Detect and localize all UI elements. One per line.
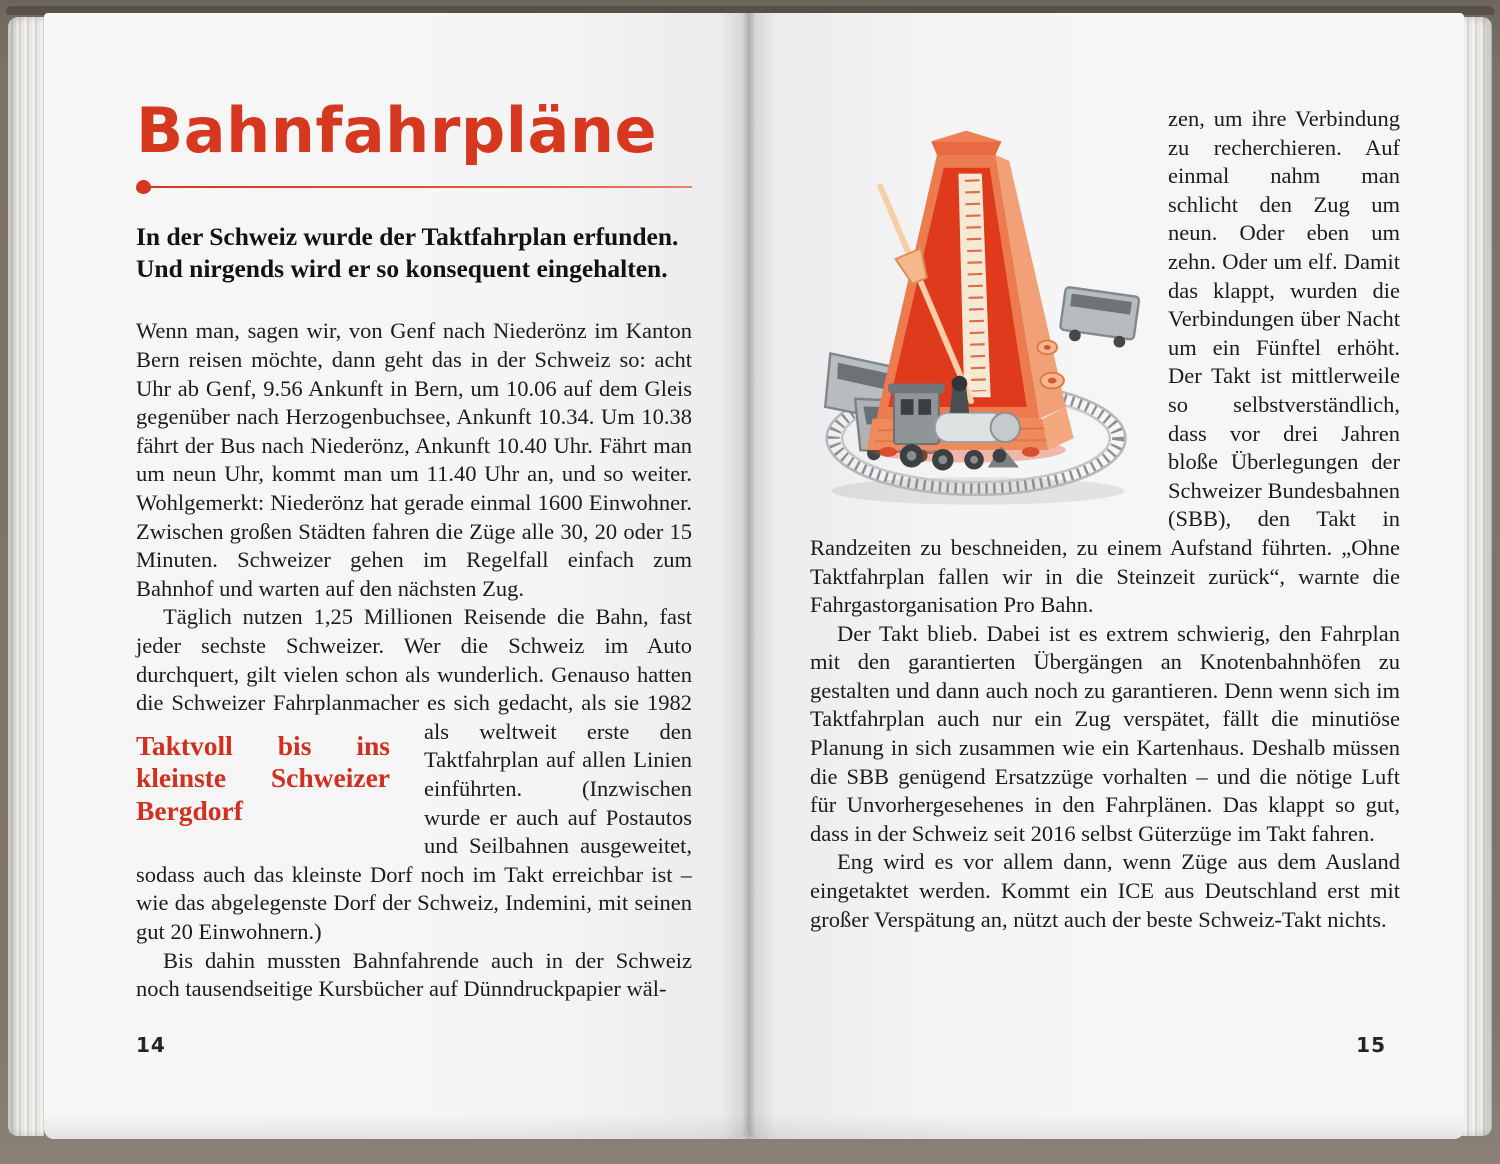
paragraph-1: Wenn man, sagen wir, von Genf nach Niederönz im Kanton Bern reisen möchte, dann geht das in der Schweiz so: acht Uhr ab Genf, 9.56 Ankunft in Bern, um 10.06 auf dem Gleis gegenüber nach Herzogenbuchsee, Ankunft 10.34. Um 10.38 fährt der Bus nach Niederönz, Ankunft 10.40 Uhr. Fährt man um neun Uhr, kommt man um 11.40 Uhr an, und so weiter. Wohlgemerkt: Niederönz hat gerade einmal 1600 Einwohner. Zwischen großen Städten fahren die Züge alle 30, 20 oder 15 Minuten. Schweizer gehen im Regelfall einfach zum Bahnhof und warten auf den nächsten Zug. <box>136 318 692 601</box>
section-heading: Taktvoll bis ins kleinste Schweizer Bergdorf <box>136 729 390 826</box>
open-book <box>8 13 1492 1144</box>
left-page <box>44 13 748 1139</box>
page-number-right: 15 <box>1356 1033 1386 1057</box>
metronome-illustration-svg <box>810 119 1142 527</box>
paragraph-1: zen, um ihre Verbindung zu recherchieren. Auf einmal nahm man schlicht den Zug um neun. Oder eben um zehn. Oder um elf. Damit das klappt, wurden die Verbindungen über Nacht um ein Fünftel erhöht. Der Takt ist mittlerweile so selbstverständlich, dass vor drei Jahren bloße Überlegungen der Schweizer Bundesbahnen (SBB), den Takt in Randzeiten zu beschneiden, zu einem Aufstand führten. „Ohne Taktfahrplan fallen wir in die Steinzeit zurück“, warnte die Fahrgastorganisation Pro Bahn. <box>810 106 1400 618</box>
paragraph-3: Eng wird es vor allem dann, wenn Züge aus dem Ausland eingetaktet werden. Kommt ein ICE aus Deutschland erst mit großer Verspätung an, nützt auch der beste Schweiz-Takt nichts. <box>810 849 1400 932</box>
right-page <box>748 13 1464 1139</box>
title-rule-line <box>149 186 692 188</box>
metronome-knob-1 <box>1038 341 1058 355</box>
metronome-knob-2 <box>1040 373 1063 389</box>
right-page-content <box>810 105 1400 1069</box>
paragraph-2-part-a: Täglich nutzen 1,25 Millionen Reisende die Bahn, fast jeder sechste Schweizer. Wer die Schweiz im Auto durchquert, gilt vielen schon als wunderlich. Genauso hatten die Schweizer Fahrplanmacher es sich gedacht, als sie 1982 als <box>136 604 692 744</box>
page-number-left: 14 <box>136 1033 166 1057</box>
paragraph-2 <box>136 603 692 946</box>
title-rule <box>136 180 692 194</box>
left-page-content <box>136 94 692 1069</box>
paragraph-3: Bis dahin mussten Bahnfahrende auch in der Schweiz noch tausendseitige Kursbücher auf Dünndruckpapier wäl- <box>136 947 692 1002</box>
metronome-train-illustration <box>810 119 1142 527</box>
paragraph-2-part-b: weltweit erste den Taktfahrplan auf allen Linien einführten. (Inzwischen wurde er auch auf Postautos und Seilbahnen ausgeweitet, sodass auch das kleinste Dorf noch im Takt erreichbar ist – wie das abgelegenste Dorf der Schweiz, Indemini, mit seinen gut 20 Einwohnern.) <box>136 718 692 944</box>
chapter-title: Bahnfahrpläne <box>136 94 658 167</box>
page-stack-edge-left <box>8 17 44 1136</box>
hopper-car-right <box>1059 287 1140 350</box>
paragraph-2: Der Takt blieb. Dabei ist es extrem schwierig, den Fahrplan mit den garantierten Übergängen an Knotenbahnhöfen zu gestalten und dann auch noch zu garantieren. Denn wenn sich im Taktfahrplan auch nur ein Zug verspätet, fällt die minutiöse Planung in sich zusammen wie ein Kartenhaus. Deshalb müssen die SBB genügend Ersatzzüge vorhalten – und die nötige Luft für Unvorhergesehenes in den Fahrplänen. Das klappt so gut, dass in der Schweiz seit 2016 selbst Güterzüge im Takt fahren. <box>810 620 1400 846</box>
chapter-intro: In der Schweiz wurde der Taktfahrplan erfunden. Und nirgends wird er so konsequent eingehalten. <box>136 222 679 283</box>
